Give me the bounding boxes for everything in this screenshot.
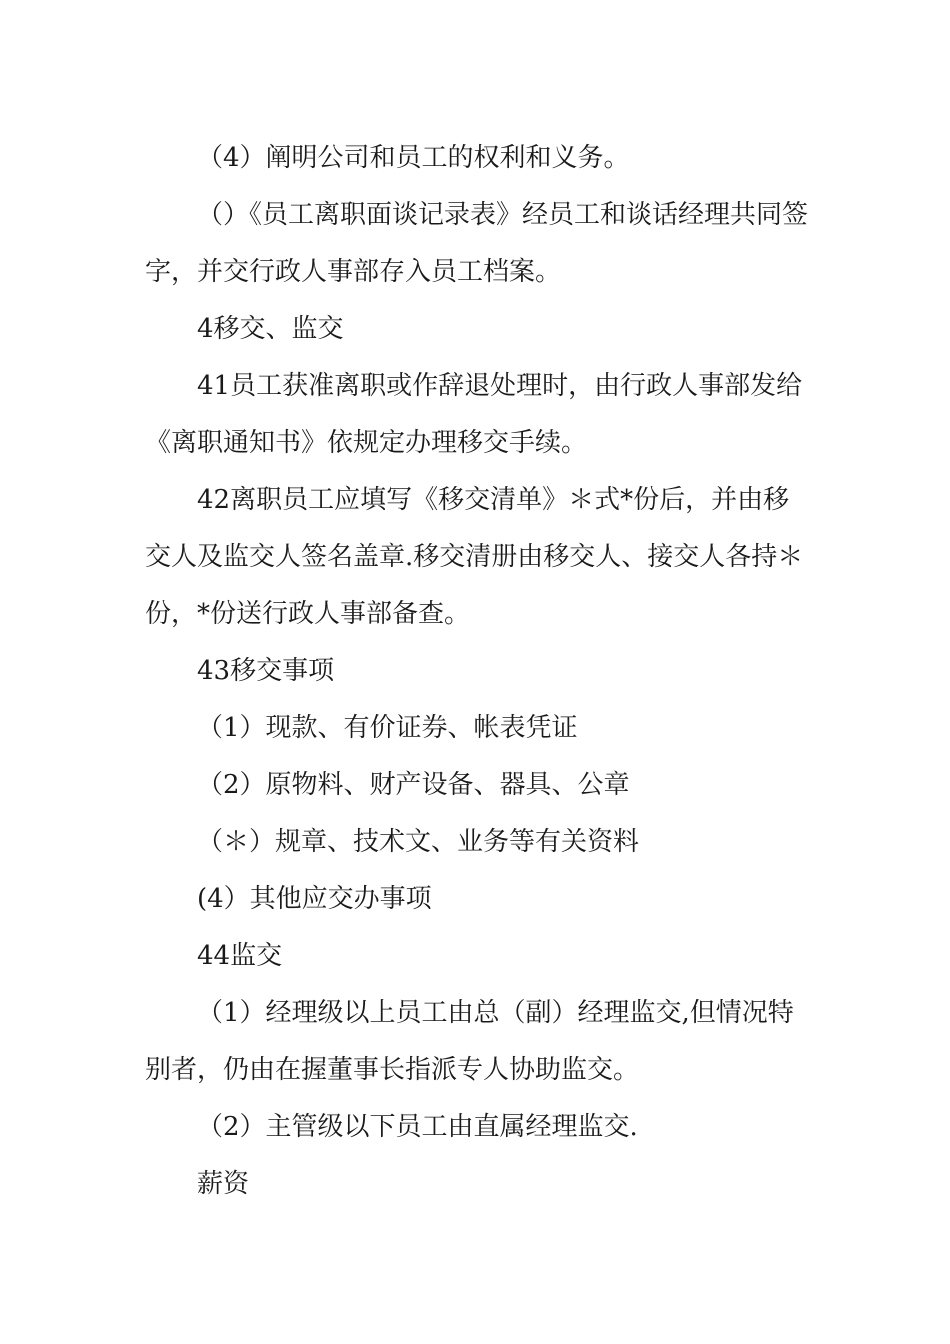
paragraph-exit-interview-record: （）《员工离职面谈记录表》经员工和谈话经理共同签字，并交行政人事部存入员工档案。 (145, 200, 809, 287)
paragraph-4-3-heading: 43移交事项 (197, 656, 335, 686)
section-heading-salary: 薪资 (197, 1169, 250, 1199)
paragraph-manager-supervision: （1）经理级以上员工由总（副）经理监交,但情况特别者，仍由在握董事长指派专人协助监交。 (145, 998, 794, 1085)
paragraph-4-2: 42离职员工应填写《移交清单》＊式*份后，并由移交人及监交人签名盖章.移交清册由移交人、接交人各持＊份，*份送行政人事部备查。 (145, 485, 804, 629)
paragraph-4-1: 41员工获准离职或作辞退处理时，由行政人事部发给《离职通知书》依规定办理移交手续。 (145, 371, 803, 458)
paragraph-rights-obligations: （4）阐明公司和员工的权利和义务。 (197, 143, 630, 173)
list-item-cash: （1）现款、有价证券、帐表凭证 (197, 713, 578, 743)
list-item-regulations: （＊）规章、技术文、业务等有关资料 (197, 827, 640, 857)
paragraph-supervisor-supervision: （2）主管级以下员工由直属经理监交. (197, 1112, 638, 1142)
paragraph-4-4-heading: 44监交 (197, 941, 283, 971)
list-item-materials: （2）原物料、财产设备、器具、公章 (197, 770, 630, 800)
document-body (145, 130, 809, 1213)
section-heading-handover: 4移交、监交 (197, 314, 344, 344)
list-item-other: (4）其他应交办事项 (197, 884, 432, 914)
